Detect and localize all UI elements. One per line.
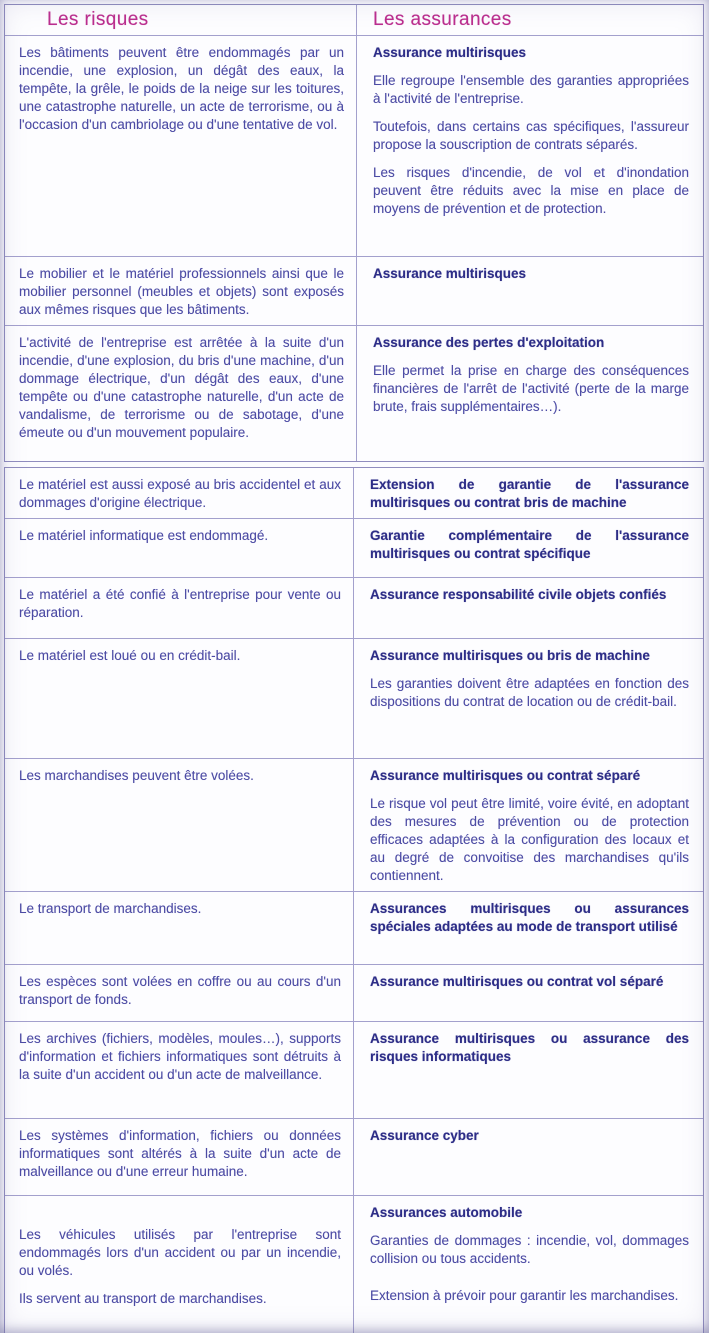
table-row [5,638,703,758]
assurance-cell [357,326,703,461]
assurance-paragraph: Toutefois, dans certains cas spécifiques, l'assureur propose la souscription de contrats séparés. [373,119,689,152]
assurance-cell [354,1119,703,1195]
assurance-paragraph: Garanties de dommages : incendie, vol, dommages collision ou tous accidents. [370,1233,689,1266]
assurance-paragraph: Extension à prévoir pour garantir les marchandises. [370,1288,679,1303]
assurance-cell [357,36,703,256]
risk-cell [5,759,354,891]
risk-paragraph: Les bâtiments peuvent être endommagés par un incendie, une explosion, un dégât des eaux, la tempête, la grêle, le poids de la neige sur les toitures, une catastrophe naturelle, un acte de terrorisme, ou à l'occasion d'un cambriolage ou d'une tentative de vol. [19,45,344,132]
assurance-cell [354,759,703,891]
risk-paragraph: Les archives (fichiers, modèles, moules…), supports d'information et fichiers informatiques sont détruits à la suite d'un accident ou d'un acte de malveillance. [19,1031,341,1082]
assurance-title: Extension de garantie de l'assurance multirisques ou contrat bris de machine [370,477,689,510]
risk-cell [5,468,354,518]
risk-cell [5,639,354,758]
table-header-row [5,5,703,35]
risk-paragraph: Le matériel est aussi exposé au bris accidentel et aux dommages d'origine électrique. [19,477,341,510]
table-row [5,518,703,577]
table-row [5,468,703,518]
assurance-title: Assurance multirisques ou contrat séparé [370,768,641,783]
risk-paragraph: Le matériel informatique est endommagé. [19,528,269,543]
assurance-title: Assurances multirisques ou assurances spéciales adaptées au mode de transport utilisé [370,901,689,934]
table-row [5,891,703,964]
table-row [5,1118,703,1195]
risk-insurance-document [4,4,704,1333]
table-row [5,1021,703,1118]
risk-paragraph: Le matériel est loué ou en crédit-bail. [19,648,241,663]
table-row [5,325,703,461]
risk-cell [5,1196,354,1333]
assurance-cell [354,892,703,964]
risk-paragraph: Les véhicules utilisés par l'entreprise sont endommagés lors d'un accident ou par un incendie, ou volés. [19,1226,341,1278]
assurance-cell [354,965,703,1021]
assurance-title: Assurances automobile [370,1205,523,1220]
risk-cell [5,519,354,577]
assurance-paragraph: Les risques d'incendie, de vol et d'inondation peuvent être réduits avec la mise en place de moyens de prévention et de protection. [373,165,689,216]
table-row [5,35,703,256]
risk-cell [5,36,357,256]
assurance-cell [357,257,703,325]
assurance-cell [354,519,703,577]
assurance-paragraph: Elle regroupe l'ensemble des garanties appropriées à l'activité de l'entreprise. [373,73,689,106]
risk-cell [5,1022,354,1118]
column-header-risques-label: Les risques [47,9,149,30]
risk-cell [5,326,357,461]
column-header-assurances [357,5,703,35]
assurance-cell [354,468,703,518]
table-row [5,256,703,325]
assurance-cell [354,1022,703,1118]
table-section-bottom [4,467,704,1333]
risk-paragraph: Le matériel a été confié à l'entreprise pour vente ou réparation. [19,587,341,620]
risk-paragraph: Les systèmes d'information, fichiers ou données informatiques sont altérés à la suite d'un acte de malveillance ou d'une erreur humaine. [19,1128,341,1179]
risk-paragraph: L'activité de l'entreprise est arrêtée à la suite d'un incendie, d'une explosion, du bris d'une machine, d'un dommage électrique, d'un dégât des eaux, d'une tempête ou d'une catastrophe naturelle, d'un acte de vandalisme, de terrorisme ou de sabotage, d'une émeute ou d'un mouvement populaire. [19,335,344,440]
table-row [5,577,703,638]
assurance-title: Assurance multirisques [373,266,527,281]
assurance-title: Assurance multirisques ou bris de machine [370,648,650,663]
assurance-title: Assurance responsabilité civile objets confiés [370,587,667,602]
assurance-title: Assurance des pertes d'exploitation [373,335,605,350]
assurance-title: Assurance cyber [370,1128,479,1143]
assurance-cell [354,1196,703,1333]
assurance-title: Garantie complémentaire de l'assurance multirisques ou contrat spécifique [370,528,689,561]
risk-paragraph: Ils servent au transport de marchandises. [19,1290,267,1306]
risk-paragraph: Les marchandises peuvent être volées. [19,768,254,783]
assurance-paragraph: Elle permet la prise en charge des conséquences financières de l'arrêt de l'activité (perte de la marge brute, frais supplémentaires…). [373,363,689,414]
assurance-title: Assurance multirisques ou assurance des risques informatiques [370,1031,689,1064]
risk-cell [5,1119,354,1195]
table-row [5,1195,703,1333]
risk-paragraph: Le mobilier et le matériel professionnels ainsi que le mobilier personnel (meubles et objets) sont exposés aux mêmes risques que les bâtiments. [19,266,344,317]
risk-cell [5,892,354,964]
risk-paragraph: Le transport de marchandises. [19,901,202,916]
assurance-title: Assurance multirisques ou contrat vol séparé [370,974,664,989]
table-row [5,758,703,891]
risk-cell [5,257,357,325]
assurance-cell [354,578,703,638]
assurance-paragraph: Le risque vol peut être limité, voire évité, en adoptant des mesures de prévention ou de protection efficaces adaptées à la configuration des locaux et au degré de convoitise des marchandises qu'ils contiennent. [370,796,689,883]
column-header-assurances-label: Les assurances [373,9,512,30]
risk-paragraph: Les espèces sont volées en coffre ou au cours d'un transport de fonds. [19,974,341,1007]
assurance-title: Assurance multirisques [373,45,527,60]
risk-cell [5,965,354,1021]
risk-cell [5,578,354,638]
column-header-risques [5,5,357,35]
table-section-top [4,4,704,462]
assurance-cell [354,639,703,758]
table-row [5,964,703,1021]
assurance-paragraph: Les garanties doivent être adaptées en fonction des dispositions du contrat de location ou de crédit-bail. [370,676,689,709]
